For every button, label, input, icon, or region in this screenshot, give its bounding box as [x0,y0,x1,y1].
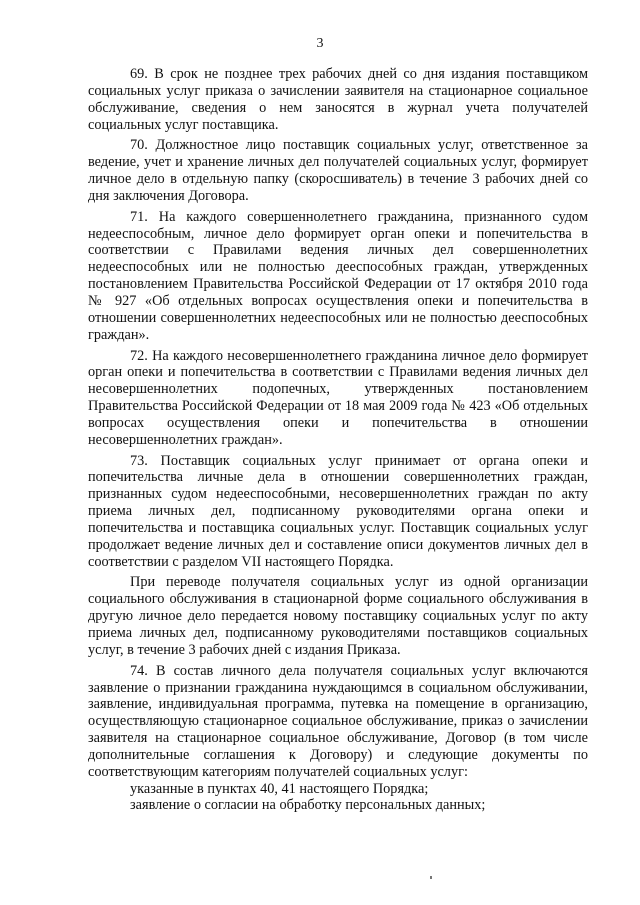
paragraph-70: 70. Должностное лицо поставщик социальных услуг, ответственное за ведение, учет и хранение личных дел получателей социальных услуг, формирует личное дело в отдельную папку (скоросшиватель) в течение 3 рабочих дней со дня заключения Договора. [88,137,588,204]
paragraph-73: 73. Поставщик социальных услуг принимает от органа опеки и попечительства личные дела в отношении совершеннолетних граждан, признанных судом недееспособными, несовершеннолетних граждан по акту приема личных дел, подписанному руководителями органа опеки и попечительства и поставщика социальных услуг. Поставщик социальных услуг продолжает ведение личных дел и составление описи документов личных дел в соответствии с разделом VII настоящего Порядка. [88,452,588,570]
paragraph-69: 69. В срок не позднее трех рабочих дней со дня издания поставщиком социальных услуг приказа о зачислении заявителя на стационарное социальное обслуживание, сведения о нем заносятся в журнал учета получателей социальных услуг поставщика. [88,66,588,133]
paragraph-74: 74. В состав личного дела получателя социальных услуг включаются заявление о признании гражданина нуждающимся в социальном обслуживании, заявление, индивидуальная программа, путевка на помещение в организацию, осуществляющую стационарное социальное обслуживание, приказ о зачислении заявителя на стационарное социальное обслуживание, Договор (в том числе дополнительные соглашения к Договору) и следующие документы по соответствующим категориям получателей социальных услуг: [88,662,588,780]
paragraph-73-transfer: При переводе получателя социальных услуг из одной организации социального обслуживания в стационарной форме социального обслуживания в другую личное дело передается новому поставщику социальных услуг по акту приема личных дел, подписанному руководителями поставщиков социальных услуг, в течение 3 рабочих дней с издания Приказа. [88,574,588,658]
page-number: 3 [316,36,324,51]
paragraph-71: 71. На каждого совершеннолетнего гражданина, признанного судом недееспособным, личное дело формирует орган опеки и попечительства в соответствии с Правилами ведения личных дел совершеннолетних недееспособных или не полностью дееспособных граждан, утвержденных постановлением Правительства Российской Федерации от 17 октября 2010 года № 927 «Об отдельных вопросах осуществления опеки и попечительства в отношении совершеннолетних недееспособных или не полностью дееспособных граждан». [88,208,588,343]
document-body [88,66,588,814]
list-item: указанные в пунктах 40, 41 настоящего Порядка; [130,780,429,797]
scan-artifact [430,876,432,879]
paragraph-72: 72. На каждого несовершеннолетнего гражданина личное дело формирует орган опеки и попечительства в соответствии с Правилами ведения личных дел несовершеннолетних подопечных, утвержденных постановлением Правительства Российской Федерации от 18 мая 2009 года № 423 «Об отдельных вопросах осуществления опеки и попечительства в отношении несовершеннолетних граждан». [88,347,588,448]
list-item: заявление о согласии на обработку персональных данных; [130,797,486,814]
